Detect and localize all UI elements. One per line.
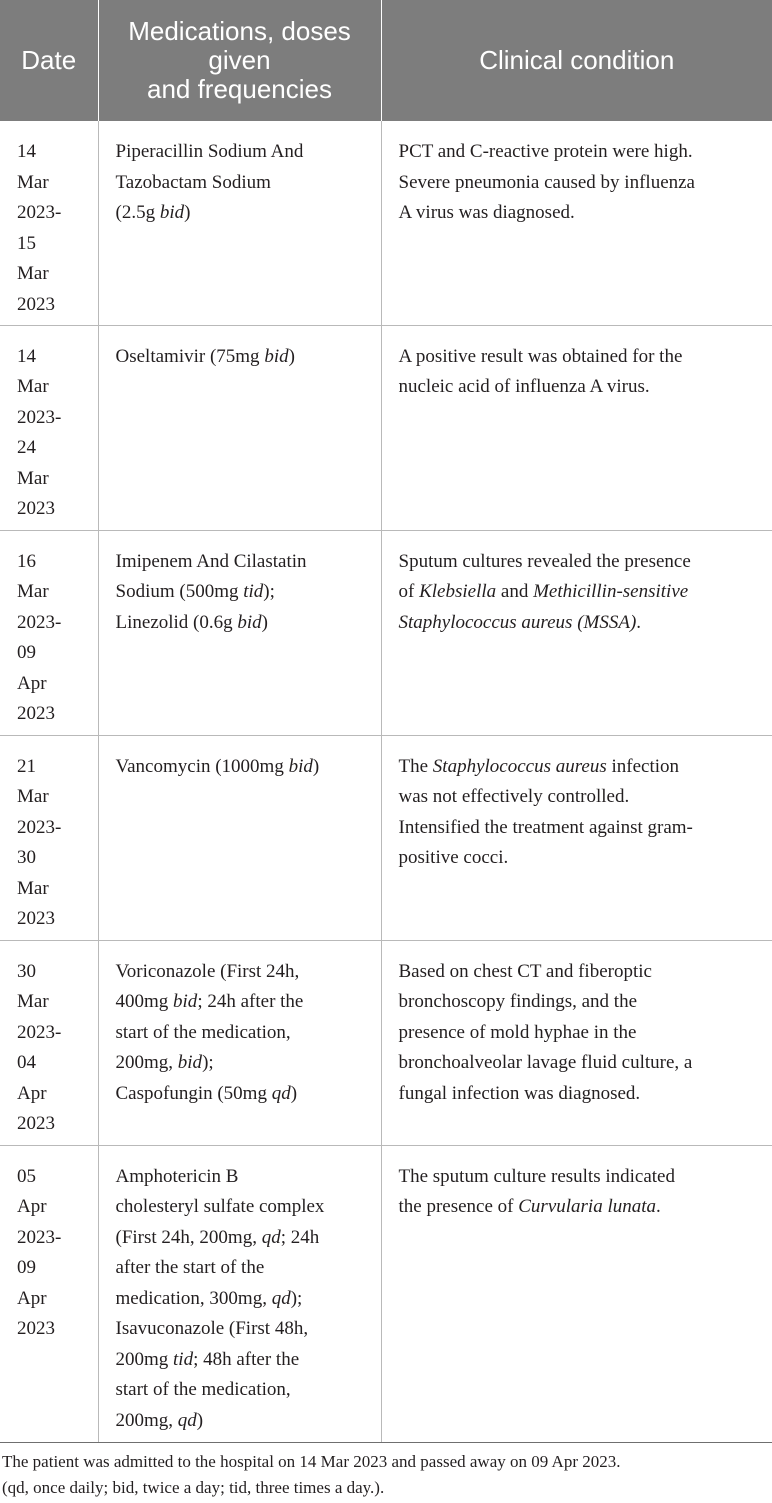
italic-term: bid [173, 991, 198, 1012]
text-line: The Staphylococcus aureus infection [398, 755, 680, 777]
text-line: 200mg tid; 48h after the [115, 1348, 300, 1370]
text-line: Apr [17, 1287, 47, 1309]
italic-term: tid [173, 1348, 194, 1370]
text-line: 200mg, qd) [115, 1409, 204, 1431]
text-line: Caspofungin (50mg qd) [115, 1082, 298, 1104]
text-line: Staphylococcus aureus (MSSA). [398, 611, 642, 633]
text-line: The sputum culture results indicated [398, 1165, 675, 1187]
header-medications [98, 0, 381, 121]
text-line: bronchoalveolar lavage fluid culture, a [398, 1052, 693, 1073]
text-line: 2023- [17, 1226, 62, 1248]
text-line: positive cocci. [398, 847, 509, 868]
text-line: after the start of the [115, 1257, 265, 1278]
text-line: 2023 [17, 703, 55, 724]
text-line: 09 [17, 642, 36, 663]
italic-term: Staphylococcus aureus (MSSA) [398, 611, 637, 633]
text-line: Based on chest CT and fiberoptic [398, 960, 652, 982]
text-line: and frequencies [146, 74, 333, 104]
text-line: Mar [17, 991, 49, 1012]
text-line: Isavuconazole (First 48h, [115, 1318, 309, 1339]
header-clinical-condition [381, 0, 772, 121]
text-line: Mar [17, 581, 49, 602]
text-line: Vancomycin (1000mg bid) [115, 755, 320, 777]
text-line: PCT and C-reactive protein were high. [398, 141, 693, 162]
text-line: 14 [17, 141, 36, 162]
italic-term: bid [237, 611, 262, 633]
text-line: Clinical condition [479, 45, 675, 75]
date-cell [0, 325, 98, 530]
italic-term: Staphylococcus aureus [432, 755, 607, 777]
table-row [0, 735, 772, 940]
text-line: 04 [17, 1052, 36, 1073]
date-cell [0, 1145, 98, 1442]
text-line: 2023- [17, 406, 62, 428]
text-line: Intensified the treatment against gram- [398, 816, 693, 838]
text-line: given [208, 45, 271, 75]
text-line: 09 [17, 1257, 36, 1278]
text-line: 2023- [17, 202, 62, 223]
medications-cell [98, 1145, 381, 1442]
italic-term: bid [159, 202, 185, 223]
text-line: 05 [17, 1165, 36, 1187]
text-line: (First 24h, 200mg, qd; 24h [115, 1226, 320, 1248]
text-line: 2023- [17, 611, 62, 633]
text-line: was not effectively controlled. [398, 786, 630, 807]
italic-term: bid [177, 1052, 203, 1073]
medications-cell [98, 940, 381, 1145]
text-line: nucleic acid of influenza A virus. [398, 376, 650, 397]
medications-cell [98, 325, 381, 530]
text-line: 200mg, bid); [115, 1052, 214, 1073]
text-line: Sputum cultures revealed the presence [398, 550, 691, 572]
text-line: start of the medication, [115, 1021, 291, 1043]
condition-cell [381, 735, 772, 940]
text-line: Mar [17, 263, 49, 284]
text-line: 15 [17, 232, 36, 254]
table-row [0, 1145, 772, 1442]
text-line: Sodium (500mg tid); [115, 581, 275, 602]
table-header [0, 0, 772, 121]
text-line: Medications, doses [128, 16, 351, 46]
text-line: 24 [17, 437, 36, 458]
text-line: 2023- [17, 1021, 62, 1043]
table-row [0, 940, 772, 1145]
text-line: 21 [17, 755, 36, 777]
text-line: Linezolid (0.6g bid) [115, 611, 268, 633]
text-line: Amphotericin B [115, 1165, 239, 1187]
text-line: Apr [17, 1196, 47, 1217]
text-line: 16 [17, 550, 36, 572]
text-line: Apr [17, 1082, 47, 1104]
text-line: 2023 [17, 293, 55, 315]
text-line: Imipenem And Cilastatin [115, 550, 307, 572]
text-line: 2023 [17, 1318, 55, 1339]
text-line: Oseltamivir (75mg bid) [115, 345, 295, 367]
footnote-abbreviations: (qd, once daily; bid, twice a day; tid, three times a day.). [2, 1478, 385, 1497]
italic-term: qd [177, 1409, 197, 1431]
text-line: Date [21, 45, 77, 75]
table-row [0, 325, 772, 530]
table-footnote [0, 1449, 772, 1501]
text-line: 30 [17, 847, 36, 868]
italic-term: Methicillin-sensitive [533, 581, 689, 602]
italic-term: qd [271, 1287, 291, 1309]
italic-term: Curvularia lunata [518, 1196, 657, 1217]
medications-cell [98, 530, 381, 735]
text-line: Tazobactam Sodium [115, 171, 271, 193]
text-line: (2.5g bid) [115, 202, 191, 223]
text-line: Mar [17, 786, 49, 807]
text-line: 30 [17, 960, 36, 982]
italic-term: Klebsiella [419, 581, 497, 602]
table-row [0, 121, 772, 325]
text-line: A positive result was obtained for the [398, 345, 683, 367]
text-line: of Klebsiella and Methicillin-sensitive [398, 581, 689, 602]
italic-term: qd [271, 1082, 291, 1104]
condition-cell [381, 325, 772, 530]
condition-cell [381, 121, 772, 325]
text-line: presence of mold hyphae in the [398, 1021, 637, 1043]
text-line: 2023- [17, 816, 62, 838]
italic-term: tid [243, 581, 264, 602]
medications-cell [98, 121, 381, 325]
text-line: Mar [17, 877, 49, 899]
text-line: bronchoscopy findings, and the [398, 991, 638, 1012]
text-line: Apr [17, 672, 47, 694]
text-line: 14 [17, 345, 36, 367]
text-line: fungal infection was diagnosed. [398, 1082, 641, 1104]
date-cell [0, 121, 98, 325]
text-line: Piperacillin Sodium And [115, 141, 304, 162]
condition-cell [381, 530, 772, 735]
text-line: cholesteryl sulfate complex [115, 1196, 325, 1217]
header-date [0, 0, 98, 121]
medications-cell [98, 735, 381, 940]
text-line: 2023 [17, 498, 55, 519]
text-line: A virus was diagnosed. [398, 202, 575, 223]
text-line: start of the medication, [115, 1379, 291, 1400]
date-cell [0, 735, 98, 940]
text-line: medication, 300mg, qd); [115, 1287, 303, 1309]
table-body [0, 121, 772, 1442]
condition-cell [381, 1145, 772, 1442]
date-cell [0, 940, 98, 1145]
condition-cell [381, 940, 772, 1145]
text-line: 2023 [17, 908, 55, 929]
date-cell [0, 530, 98, 735]
text-line: Mar [17, 467, 49, 489]
text-line: Mar [17, 376, 49, 397]
italic-term: qd [261, 1226, 281, 1248]
footnote-line: The patient was admitted to the hospital on 14 Mar 2023 and passed away on 09 Apr 2023. [2, 1452, 621, 1471]
text-line: Voriconazole (First 24h, [115, 960, 300, 982]
text-line: 2023 [17, 1113, 55, 1134]
text-line: Mar [17, 171, 49, 193]
italic-term: bid [288, 755, 313, 777]
table-row [0, 530, 772, 735]
text-line: 400mg bid; 24h after the [115, 991, 304, 1012]
italic-term: bid [264, 345, 289, 367]
text-line: the presence of Curvularia lunata. [398, 1196, 661, 1217]
text-line: Severe pneumonia caused by influenza [398, 171, 695, 193]
